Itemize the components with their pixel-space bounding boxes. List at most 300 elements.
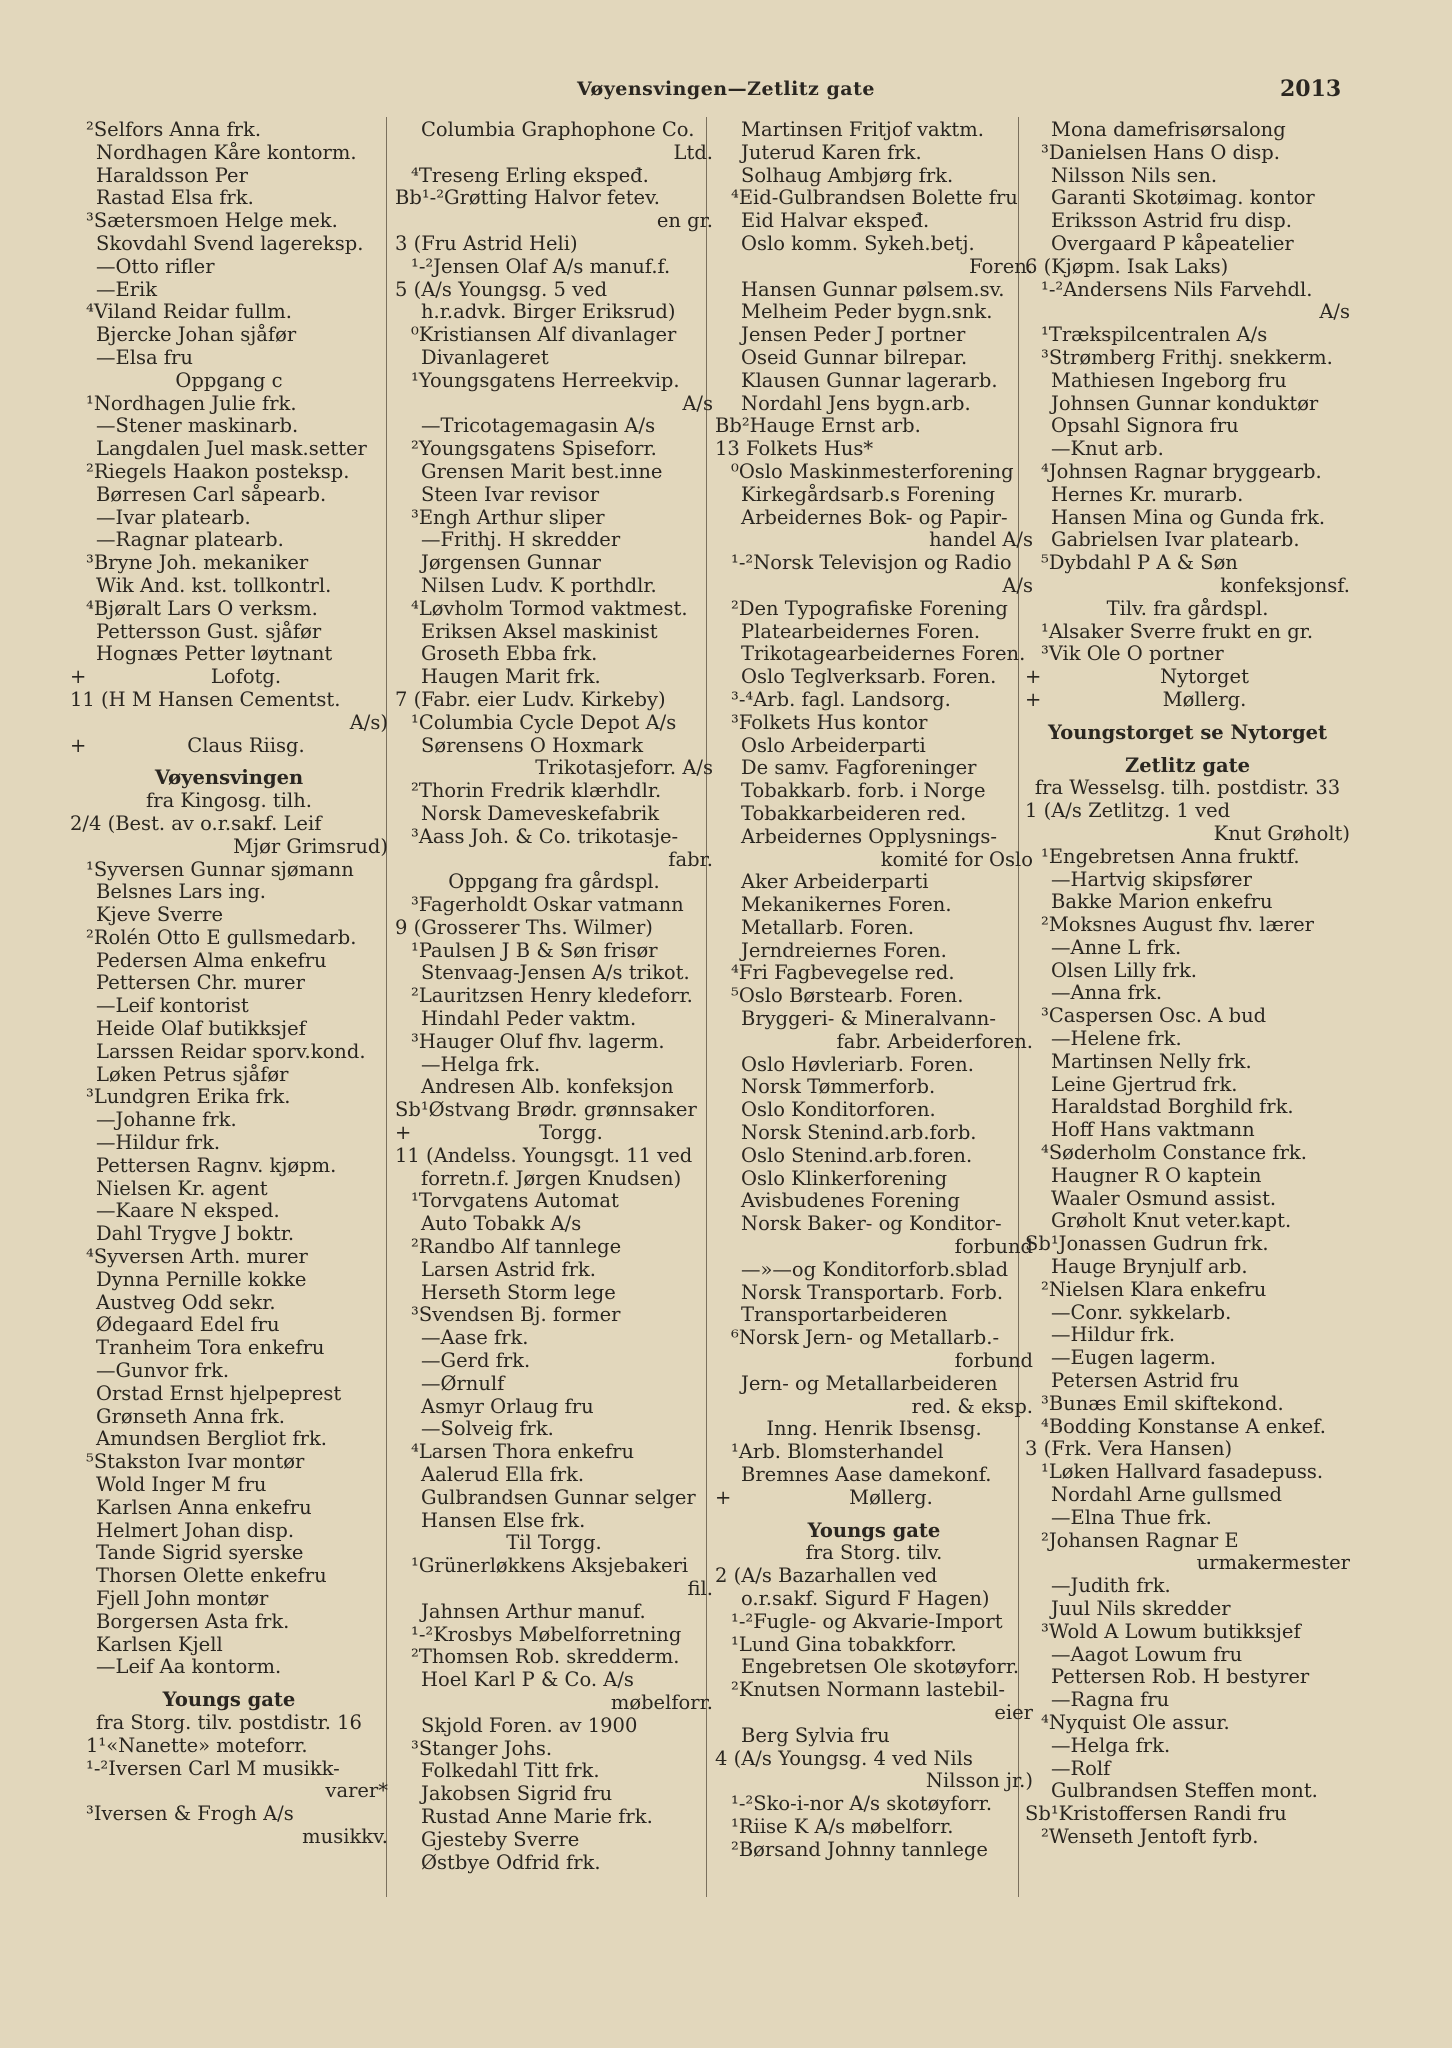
resident-entry: Transportarbeideren bbox=[741, 1303, 948, 1327]
resident-entry: Oslo Klinkerforening bbox=[741, 1166, 948, 1190]
floor-entry: ²Johansen Ragnar E bbox=[1041, 1528, 1239, 1552]
entry-continuation: Trikotasjeforr. A/s bbox=[535, 756, 713, 780]
resident-entry: Mona damefrisørsalong bbox=[1051, 119, 1286, 141]
resident-entry: Borgersen Asta frk. bbox=[96, 1609, 290, 1633]
cross-street-label: Torgg. bbox=[539, 1121, 603, 1145]
resident-entry: —Eugen lagerm. bbox=[1051, 1346, 1216, 1370]
resident-entry: Haraldsson Per bbox=[96, 163, 248, 187]
section-note: Inng. Henrik Ibsensg. bbox=[766, 1417, 982, 1441]
resident-entry: Amundsen Bergliot frk. bbox=[96, 1427, 327, 1451]
resident-entry: —Elsa fru bbox=[96, 345, 193, 369]
floor-entry: ¹Lund Gina tobakkforr. bbox=[731, 1632, 957, 1656]
floor-entry: ²Riegels Haakon posteksp. bbox=[86, 459, 350, 483]
entry-continuation: eier bbox=[994, 1700, 1033, 1724]
floor-entry: ²Selfors Anna frk. bbox=[86, 119, 262, 141]
resident-entry: Wold Inger M fru bbox=[96, 1473, 267, 1497]
entry-continuation: Foren. bbox=[969, 254, 1033, 278]
floor-entry: ²Wenseth Jentoft fyrb. bbox=[1041, 1824, 1259, 1848]
floor-entry: ²Youngsgatens Spiseforr. bbox=[411, 437, 657, 461]
building-entry: 2/4 (Best. av o.r.sakf. Leif bbox=[70, 811, 322, 835]
resident-entry: Aalerud Ella frk. bbox=[421, 1463, 585, 1487]
resident-entry: Dynna Pernille kokke bbox=[96, 1267, 307, 1291]
resident-entry: Oslo Teglverksarb. Foren. bbox=[741, 665, 997, 689]
entry-continuation: A/s bbox=[1319, 300, 1350, 324]
resident-entry: Bremnes Aase damekonf. bbox=[741, 1463, 992, 1487]
resident-entry: Hansen Mina og Gunda frk. bbox=[1051, 505, 1326, 529]
resident-entry: Gabrielsen Ivar platearb. bbox=[1051, 528, 1300, 552]
cross-street bbox=[70, 666, 388, 689]
resident-entry: Andresen Alb. konfeksjon bbox=[421, 1075, 674, 1099]
resident-entry: Norsk Dameveskefabrik bbox=[421, 801, 660, 825]
resident-entry: —Elna Thue frk. bbox=[1051, 1505, 1212, 1529]
floor-entry: ¹Trækspilcentralen A/s bbox=[1041, 323, 1268, 347]
floor-entry: ⁴Fri Fagbevegelse red. bbox=[731, 961, 955, 985]
floor-entry: ³Wold A Lowum butikksjef bbox=[1041, 1619, 1301, 1643]
resident-entry: —Helga frk. bbox=[1051, 1733, 1171, 1757]
building-entry: 7 (Fabr. eier Ludv. Kirkeby) bbox=[395, 687, 666, 711]
floor-entry: ⁴Syversen Arth. murer bbox=[86, 1245, 308, 1269]
entry-continuation: varer* bbox=[325, 1779, 388, 1803]
resident-entry: Jensen Peder J portner bbox=[741, 323, 966, 347]
building-entry: 6 (Kjøpm. Isak Laks) bbox=[1025, 254, 1229, 278]
resident-entry: Skovdahl Svend lagereksp. bbox=[96, 231, 364, 255]
resident-entry: Arbeidernes Bok- og Papir- bbox=[741, 505, 1008, 529]
cross-street-label: Møllerg. bbox=[849, 1485, 933, 1509]
resident-entry: Dahl Trygve J boktr. bbox=[96, 1222, 295, 1246]
resident-entry: —Anna frk. bbox=[1051, 981, 1163, 1005]
entry-continuation: fabr. bbox=[668, 847, 713, 871]
resident-entry: Haugen Marit frk. bbox=[421, 665, 601, 689]
floor-entry: ³Vik Ole O portner bbox=[1041, 642, 1224, 666]
entry-continuation: A/s bbox=[1002, 573, 1033, 597]
section-note: Oppgang fra gårdspl. bbox=[448, 870, 660, 894]
floor-entry: ¹Alsaker Sverre frukt en gr. bbox=[1041, 619, 1314, 643]
resident-entry: Klausen Gunnar lagerarb. bbox=[741, 368, 998, 392]
street-heading: Youngstorget se Nytorget bbox=[1048, 720, 1327, 744]
resident-entry: —»—og Konditorforb.sblad bbox=[741, 1257, 1009, 1281]
resident-entry: Avisbudenes Forening bbox=[741, 1189, 960, 1213]
section-note: fra Wesselsg. tilh. postdistr. 33 bbox=[1034, 776, 1341, 800]
floor-entry: ¹Nordhagen Julie frk. bbox=[86, 391, 297, 415]
resident-entry: Arbeidernes Opplysnings- bbox=[741, 824, 997, 848]
resident-entry: Juterud Karen frk. bbox=[741, 140, 922, 164]
cross-street bbox=[1025, 666, 1350, 689]
street-heading: Youngs gate bbox=[162, 1688, 296, 1712]
floor-entry: ²Lauritzsen Henry kledeforr. bbox=[411, 984, 693, 1008]
floor-entry: ²Nielsen Klara enkefru bbox=[1041, 1277, 1267, 1301]
cross-street bbox=[1025, 689, 1350, 712]
resident-entry: Belsnes Lars ing. bbox=[96, 880, 266, 904]
resident-entry: Opsahl Signora fru bbox=[1051, 414, 1239, 438]
entry-continuation: handel A/s bbox=[929, 528, 1033, 552]
floor-entry: ⁰Kristiansen Alf divanlager bbox=[411, 323, 677, 347]
floor-entry: ⁰Oslo Maskinmesterforening bbox=[731, 459, 1014, 483]
floor-entry: ¹Syversen Gunnar sjømann bbox=[86, 857, 354, 881]
floor-entry: ³Bunæs Emil skiftekond. bbox=[1041, 1391, 1284, 1415]
building-entry: 3 (Fru Astrid Heli) bbox=[395, 231, 578, 255]
resident-entry: Nordahl Arne gullsmed bbox=[1051, 1483, 1282, 1507]
resident-entry: —Knut arb. bbox=[1051, 437, 1164, 461]
floor-entry: ¹‑²Krosbys Møbelforretning bbox=[411, 1622, 682, 1646]
floor-entry: ⁴Viland Reidar fullm. bbox=[86, 300, 292, 324]
floor-entry: ³Hauger Oluf fhv. lagerm. bbox=[411, 1029, 665, 1053]
resident-entry: Haraldstad Borghild frk. bbox=[1051, 1095, 1294, 1119]
resident-entry: Thorsen Olette enkefru bbox=[96, 1564, 327, 1588]
resident-entry: Hognæs Petter løytnant bbox=[96, 642, 333, 666]
floor-entry: ³Lundgren Erika frk. bbox=[86, 1085, 291, 1109]
resident-entry: Oslo Arbeiderparti bbox=[741, 733, 926, 757]
resident-entry: Platearbeidernes Foren. bbox=[741, 619, 981, 643]
resident-entry: Metallarb. Foren. bbox=[741, 915, 915, 939]
resident-entry: —Johanne frk. bbox=[96, 1108, 237, 1132]
floor-entry: ⁵Oslo Børstearb. Foren. bbox=[731, 984, 964, 1008]
resident-entry: —Ivar platearb. bbox=[96, 505, 251, 529]
resident-entry: Heide Olaf butikksjef bbox=[96, 1017, 306, 1041]
resident-entry: Engebretsen Ole skotøyforr. bbox=[741, 1655, 1020, 1679]
resident-entry: Juul Nils skredder bbox=[1051, 1597, 1231, 1620]
resident-entry: Steen Ivar revisor bbox=[421, 482, 600, 506]
floor-entry: ³Iversen & Frogh A/s bbox=[86, 1802, 294, 1826]
entry-continuation: Knut Grøholt) bbox=[1213, 821, 1350, 845]
entry-continuation: A/s) bbox=[349, 710, 388, 734]
resident-entry: Oslo Høvleriarb. Foren. bbox=[741, 1052, 974, 1076]
resident-entry: Martinsen Nelly frk. bbox=[1051, 1049, 1252, 1073]
floor-entry: ¹Løken Hallvard fasadepuss. bbox=[1041, 1460, 1324, 1484]
page-title: Vøyensvingen—Zetlitz gate bbox=[577, 78, 875, 100]
resident-entry: Berg Sylvia fru bbox=[741, 1723, 890, 1747]
resident-entry: Oseid Gunnar bilrepar. bbox=[741, 345, 968, 369]
street-heading: Zetlitz gate bbox=[1124, 753, 1251, 777]
floor-entry: ³Caspersen Osc. A bud bbox=[1041, 1004, 1267, 1028]
resident-entry: Karlsen Anna enkefru bbox=[96, 1495, 312, 1519]
floor-entry: ³Strømberg Frithj. snekkerm. bbox=[1041, 345, 1333, 369]
resident-entry: Løken Petrus sjåfør bbox=[96, 1062, 289, 1086]
resident-entry: Solhaug Ambjørg frk. bbox=[741, 163, 954, 187]
resident-entry: Nilsson Nils sen. bbox=[1051, 163, 1218, 187]
resident-entry: Pettersson Gust. sjåfør bbox=[96, 619, 322, 643]
resident-entry: Norsk Transportarb. Forb. bbox=[741, 1280, 1004, 1304]
directory-column-1 bbox=[70, 119, 388, 1849]
floor-entry: ⁴Eid-Gulbrandsen Bolette fru bbox=[731, 186, 1018, 210]
resident-entry: Gulbrandsen Gunnar selger bbox=[421, 1485, 696, 1509]
resident-entry: Overgaard P kåpeatelier bbox=[1051, 231, 1294, 255]
entry-continuation: urmakermester bbox=[1196, 1551, 1350, 1575]
cross-street-label: Claus Riisg. bbox=[187, 733, 305, 757]
resident-entry: Fjell John montør bbox=[96, 1587, 269, 1610]
resident-entry: Østbye Odfrid frk. bbox=[421, 1850, 601, 1874]
resident-entry: Waaler Osmund assist. bbox=[1051, 1186, 1277, 1210]
entry-continuation: en gr. bbox=[656, 209, 713, 233]
resident-entry: Eriksson Astrid fru disp. bbox=[1051, 209, 1292, 233]
resident-entry: Trikotagearbeidernes Foren. bbox=[741, 642, 1026, 666]
resident-entry: Grønseth Anna frk. bbox=[96, 1404, 285, 1428]
cross-mark-icon: + bbox=[1025, 665, 1042, 689]
resident-entry: Langdalen Juel mask.setter bbox=[96, 437, 367, 461]
resident-entry: —Kaare N eksped. bbox=[96, 1199, 280, 1223]
entry-continuation: musikkv. bbox=[302, 1824, 388, 1848]
cross-street bbox=[70, 735, 388, 758]
resident-entry: —Stener maskinarb. bbox=[96, 414, 299, 438]
entry-continuation: Mjør Grimsrud) bbox=[233, 834, 388, 858]
building-entry: 5 (A/s Youngsg. 5 ved bbox=[395, 277, 608, 301]
building-entry: Sb¹Kristoffersen Randi fru bbox=[1025, 1802, 1287, 1826]
resident-entry: —Otto rifler bbox=[96, 254, 215, 278]
resident-entry: Hauge Brynjulf arb. bbox=[1051, 1255, 1248, 1279]
floor-entry: ²Thorin Fredrik klærhdlr. bbox=[411, 779, 662, 803]
floor-entry: ⁴Bodding Konstanse A enkef. bbox=[1041, 1414, 1326, 1438]
resident-entry: —Rolf bbox=[1051, 1756, 1111, 1780]
floor-entry: ¹‑²Fugle- og Akvarie-Import bbox=[731, 1609, 1003, 1633]
resident-entry: Nielsen Kr. agent bbox=[96, 1176, 268, 1200]
resident-entry: —Hildur frk. bbox=[96, 1131, 221, 1155]
floor-entry: ¹Torvgatens Automat bbox=[411, 1189, 619, 1213]
resident-entry: Divanlageret bbox=[421, 345, 549, 369]
resident-entry: Stenvaag-Jensen A/s trikot. bbox=[421, 961, 690, 985]
resident-entry: Tobakkarbeideren red. bbox=[741, 801, 967, 825]
building-entry: 11 (H M Hansen Cementst. bbox=[70, 687, 341, 711]
floor-entry: ¹‑²Sko-i-nor A/s skotøyforr. bbox=[731, 1792, 993, 1816]
resident-entry: Leine Gjertrud frk. bbox=[1051, 1072, 1238, 1096]
resident-entry: Nordahl Jens bygn.arb. bbox=[741, 391, 971, 415]
resident-entry: Folkedahl Titt frk. bbox=[421, 1759, 600, 1783]
floor-entry: ⁴Johnsen Ragnar bryggearb. bbox=[1041, 459, 1322, 483]
resident-entry: Gjesteby Sverre bbox=[421, 1827, 580, 1851]
directory-column-3 bbox=[715, 119, 1033, 1862]
street-heading: Youngs gate bbox=[807, 1518, 941, 1542]
resident-entry: Jern- og Metallarbeideren bbox=[741, 1371, 998, 1395]
resident-entry: —Helene frk. bbox=[1051, 1027, 1182, 1051]
floor-entry: ⁶Norsk Jern- og Metallarb.- bbox=[731, 1326, 1000, 1350]
section-note: Til Torgg. bbox=[506, 1531, 602, 1555]
resident-entry: Skjold Foren. av 1900 bbox=[421, 1713, 638, 1737]
cross-street bbox=[715, 1487, 1033, 1510]
resident-entry: Hoel Karl P & Co. A/s bbox=[421, 1668, 634, 1692]
building-entry: 1 (A/s Zetlitzg. 1 ved bbox=[1025, 799, 1231, 823]
resident-entry: Columbia Graphophone Co. bbox=[421, 119, 695, 141]
resident-entry: Hernes Kr. murarb. bbox=[1051, 482, 1244, 506]
floor-entry: ⁴Løvholm Tormod vaktmest. bbox=[411, 596, 688, 620]
resident-entry: Karlsen Kjell bbox=[96, 1632, 223, 1656]
entry-continuation: forbund bbox=[954, 1235, 1033, 1259]
resident-entry: Larsen Astrid frk. bbox=[421, 1257, 596, 1281]
page-number: 2013 bbox=[1280, 76, 1342, 102]
resident-entry: Sørensens O Hoxmark bbox=[421, 733, 644, 757]
floor-entry: ⁴Bjøralt Lars O verksm. bbox=[86, 596, 318, 620]
floor-entry: ³Svendsen Bj. former bbox=[411, 1303, 621, 1327]
floor-entry: ¹Paulsen J B & Søn frisør bbox=[411, 938, 658, 962]
floor-entry: ⁴Nyquist Ole assur. bbox=[1041, 1710, 1230, 1734]
cross-street-label: Lofotg. bbox=[210, 665, 282, 689]
resident-entry: Aker Arbeiderparti bbox=[741, 870, 929, 894]
resident-entry: Jerndreiernes Foren. bbox=[741, 938, 947, 962]
cross-street-label: Møllerg. bbox=[1162, 687, 1247, 711]
resident-entry: —Frithj. H skredder bbox=[421, 528, 621, 552]
floor-entry: ³‑⁴Arb. fagl. Landsorg. bbox=[731, 687, 951, 711]
floor-entry: ¹Youngsgatens Herreekvip. bbox=[411, 368, 680, 392]
building-entry: Sb¹Jonassen Gudrun frk. bbox=[1025, 1232, 1269, 1256]
resident-entry: Herseth Storm lege bbox=[421, 1280, 616, 1304]
resident-entry: —Leif Aa kontorm. bbox=[96, 1655, 282, 1679]
cross-mark-icon: + bbox=[70, 733, 87, 757]
resident-entry: Kirkegårdsarb.s Forening bbox=[741, 482, 996, 506]
street-heading: Vøyensvingen bbox=[154, 766, 304, 790]
resident-entry: Mathiesen Ingeborg fru bbox=[1051, 368, 1287, 392]
floor-entry: ¹‑²Jensen Olaf A/s manuf.f. bbox=[411, 254, 671, 278]
floor-entry: ⁵Stakston Ivar montør bbox=[86, 1450, 305, 1474]
resident-entry: Johnsen Gunnar konduktør bbox=[1051, 391, 1319, 415]
floor-entry: ³Stanger Johs. bbox=[411, 1736, 553, 1760]
resident-entry: Bryggeri- & Mineralvann- bbox=[741, 1007, 996, 1031]
resident-entry: Helmert Johan disp. bbox=[96, 1518, 295, 1542]
building-entry: Sb¹Østvang Brødr. grønnsaker bbox=[395, 1098, 697, 1122]
cross-mark-icon: + bbox=[1025, 687, 1042, 711]
resident-entry: —Leif kontorist bbox=[96, 994, 249, 1018]
cross-mark-icon: + bbox=[395, 1121, 412, 1145]
floor-entry: ³Engh Arthur sliper bbox=[411, 505, 605, 529]
resident-entry: Gulbrandsen Steffen mont. bbox=[1051, 1779, 1318, 1803]
floor-entry: ²Børsand Johnny tannlege bbox=[731, 1837, 988, 1861]
floor-entry: ²Moksnes August fhv. lærer bbox=[1041, 913, 1314, 937]
resident-entry: Tranheim Tora enkefru bbox=[96, 1336, 325, 1360]
resident-entry: Melheim Peder bygn.snk. bbox=[741, 300, 993, 324]
building-entry: Bb²Hauge Ernst arb. bbox=[715, 414, 921, 438]
resident-entry: —Solveig frk. bbox=[421, 1417, 554, 1441]
section-note: Oppgang c bbox=[175, 368, 283, 392]
floor-entry: ¹Columbia Cycle Depot A/s bbox=[411, 710, 677, 734]
entry-continuation: red. & eksp. bbox=[911, 1394, 1033, 1418]
floor-entry: ¹Riise K A/s møbelforr. bbox=[731, 1814, 954, 1838]
resident-entry: —Judith frk. bbox=[1051, 1574, 1171, 1598]
resident-entry: Rastad Elsa frk. bbox=[96, 186, 254, 210]
building-entry: 2 (A/s Bazarhallen ved bbox=[715, 1564, 938, 1588]
resident-entry: —Gerd frk. bbox=[421, 1349, 531, 1373]
directory-column-2 bbox=[395, 119, 713, 1874]
cross-street-label: Nytorget bbox=[1160, 665, 1249, 689]
floor-entry: ¹‑²Andersens Nils Farvehdl. bbox=[1041, 277, 1313, 301]
building-entry: 9 (Grosserer Ths. Wilmer) bbox=[395, 915, 653, 939]
resident-entry: —Hildur frk. bbox=[1051, 1323, 1176, 1347]
floor-entry: 1¹«Nanette» moteforr. bbox=[86, 1733, 308, 1757]
floor-entry: ¹Arb. Blomsterhandel bbox=[731, 1440, 944, 1464]
floor-entry: ²Knutsen Normann lastebil- bbox=[731, 1678, 1005, 1702]
resident-entry: —Hartvig skipsfører bbox=[1051, 867, 1252, 891]
floor-entry: ³Folkets Hus kontor bbox=[731, 710, 928, 734]
entry-continuation: fil. bbox=[687, 1577, 713, 1600]
resident-entry: Haugner R O kaptein bbox=[1051, 1163, 1262, 1187]
resident-entry: —Aase frk. bbox=[421, 1326, 529, 1350]
section-note: fra Kingosg. tilh. bbox=[146, 789, 312, 813]
floor-entry: ¹‑²Iversen Carl M musikk- bbox=[86, 1756, 340, 1780]
resident-entry: Ødegaard Edel fru bbox=[96, 1313, 280, 1337]
building-entry: 4 (A/s Youngsg. 4 ved Nils bbox=[715, 1746, 973, 1770]
cross-mark-icon: + bbox=[715, 1485, 732, 1509]
cross-street bbox=[395, 1122, 713, 1145]
resident-entry: Groseth Ebba frk. bbox=[421, 642, 598, 666]
building-entry: 13 Folkets Hus* bbox=[715, 437, 874, 461]
floor-entry: ⁴Treseng Erling ekspeđ. bbox=[411, 163, 649, 187]
resident-entry: Oslo komm. Sykeh.betj. bbox=[741, 231, 975, 255]
resident-entry: —Erik bbox=[96, 277, 158, 301]
resident-entry: —Tricotagemagasin A/s bbox=[421, 414, 656, 438]
resident-entry: h.r.advk. Birger Eriksrud) bbox=[421, 300, 676, 324]
resident-entry: Auto Tobakk A/s bbox=[421, 1212, 582, 1236]
resident-entry: Hansen Gunnar pølsem.sv. bbox=[741, 277, 1005, 301]
building-entry: 3 (Frk. Vera Hansen) bbox=[1025, 1437, 1233, 1461]
resident-entry: Norsk Tømmerforb. bbox=[741, 1075, 936, 1099]
resident-entry: Nordhagen Kåre kontorm. bbox=[96, 140, 357, 164]
resident-entry: Olsen Lilly frk. bbox=[1051, 958, 1197, 982]
resident-entry: Norsk Baker- og Konditor- bbox=[741, 1212, 1002, 1236]
section-note: fra Storg. tilv. postdistr. 16 bbox=[96, 1710, 362, 1734]
resident-entry: Grøholt Knut veter.kapt. bbox=[1051, 1209, 1292, 1233]
floor-entry: ¹Engebretsen Anna fruktf. bbox=[1041, 844, 1300, 868]
resident-entry: o.r.sakf. Sigurd F Hagen) bbox=[741, 1587, 990, 1610]
floor-entry: ²Randbo Alf tannlege bbox=[411, 1235, 622, 1259]
resident-entry: Tobakkarb. forb. i Norge bbox=[741, 779, 986, 803]
resident-entry: Oslo Konditorforen. bbox=[741, 1098, 936, 1122]
floor-entry: ³Fagerholdt Oskar vatmann bbox=[411, 893, 684, 917]
floor-entry: ¹‑²Norsk Televisjon og Radio bbox=[731, 551, 1012, 575]
resident-entry: Hansen Else frk. bbox=[421, 1508, 586, 1532]
resident-entry: Eriksen Aksel maskinist bbox=[421, 619, 658, 643]
resident-entry: Asmyr Orlaug fru bbox=[421, 1394, 594, 1418]
resident-entry: Bjercke Johan sjåfør bbox=[96, 323, 297, 347]
floor-entry: ³Sætersmoen Helge mek. bbox=[86, 209, 338, 233]
resident-entry: Mekanikernes Foren. bbox=[741, 893, 952, 917]
resident-entry: Pettersen Ragnv. kjøpm. bbox=[96, 1153, 337, 1177]
resident-entry: —Conr. sykkelarb. bbox=[1051, 1300, 1232, 1324]
section-note: fra Storg. tilv. bbox=[805, 1541, 943, 1565]
resident-entry: Petersen Astrid fru bbox=[1051, 1369, 1240, 1393]
resident-entry: Jakobsen Sigrid fru bbox=[421, 1782, 613, 1806]
resident-entry: Pedersen Alma enkefru bbox=[96, 948, 327, 972]
resident-entry: Austveg Odd sekr. bbox=[96, 1290, 276, 1314]
resident-entry: Jahnsen Arthur manuf. bbox=[421, 1599, 646, 1623]
resident-entry: Eid Halvar ekspeđ. bbox=[741, 209, 930, 233]
entry-continuation: A/s bbox=[682, 391, 713, 415]
building-entry: Bb¹‑²Grøtting Halvor fetev. bbox=[395, 186, 661, 210]
section-note: Tilv. fra gårdspl. bbox=[1106, 596, 1269, 620]
floor-entry: ¹Grünerløkkens Aksjebakeri bbox=[411, 1554, 689, 1578]
floor-entry: ³Bryne Joh. mekaniker bbox=[86, 551, 309, 575]
resident-entry: —Gunvor frk. bbox=[96, 1359, 230, 1383]
entry-continuation: komité for Oslo bbox=[880, 847, 1033, 871]
resident-entry: Larssen Reidar sporv.kond. bbox=[96, 1039, 366, 1063]
resident-entry: —Aagot Lowum fru bbox=[1051, 1642, 1243, 1666]
floor-entry: ²Den Typografiske Forening bbox=[731, 596, 1008, 620]
floor-entry: ²Rolén Otto E gullsmedarb. bbox=[86, 925, 357, 949]
resident-entry: Børresen Carl såpearb. bbox=[96, 482, 327, 506]
resident-entry: Bakke Marion enkefru bbox=[1051, 890, 1273, 914]
resident-entry: —Helga frk. bbox=[421, 1052, 541, 1076]
entry-continuation: konfeksjonsf. bbox=[1220, 573, 1350, 597]
floor-entry: ³Danielsen Hans O disp. bbox=[1041, 140, 1280, 164]
entry-continuation: Nilsson jr.) bbox=[925, 1769, 1033, 1793]
resident-entry: Tande Sigrid syerske bbox=[96, 1541, 304, 1565]
floor-entry: ³Aass Joh. & Co. trikotasje- bbox=[411, 824, 679, 848]
floor-entry: ²Thomsen Rob. skredderm. bbox=[411, 1645, 680, 1669]
resident-entry: Orstad Ernst hjelpeprest bbox=[96, 1381, 342, 1405]
resident-entry: —Anne L frk. bbox=[1051, 935, 1182, 959]
resident-entry: Rustad Anne Marie frk. bbox=[421, 1804, 653, 1828]
resident-entry: Nilsen Ludv. K porthdlr. bbox=[421, 573, 657, 597]
resident-entry: Oslo Stenind.arb.foren. bbox=[741, 1143, 973, 1167]
resident-entry: Martinsen Fritjof vaktm. bbox=[741, 119, 984, 141]
resident-entry: Kjeve Sverre bbox=[96, 903, 224, 927]
entry-continuation: forbund bbox=[954, 1349, 1033, 1373]
resident-entry: Norsk Stenind.arb.forb. bbox=[741, 1121, 977, 1145]
building-entry: 11 (Andelss. Youngsgt. 11 ved bbox=[395, 1143, 693, 1167]
